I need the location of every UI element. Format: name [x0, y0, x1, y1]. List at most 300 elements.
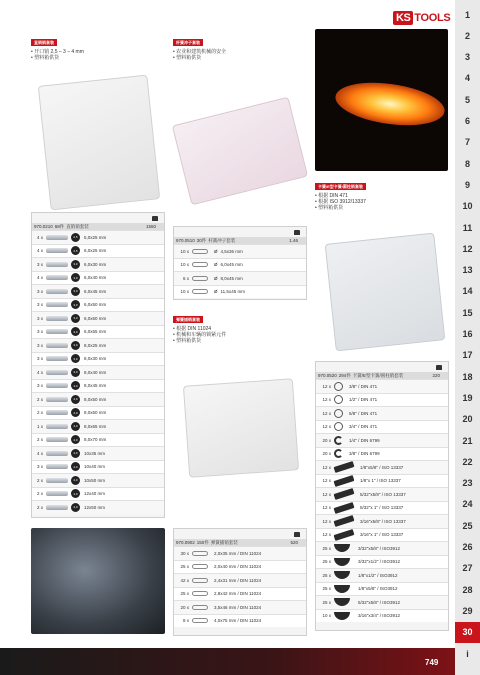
- row-qty: 3 x: [36, 342, 43, 348]
- row-dimension: 1/8"x5/8" / ISO3912: [358, 586, 398, 592]
- row-dimension: 8,0x45 mm: [220, 275, 243, 281]
- table-row: [316, 433, 448, 447]
- tab-chapter-24[interactable]: 24: [462, 499, 473, 510]
- woodruff-key-icon: [334, 598, 350, 606]
- spring-cotter-icon: [192, 618, 208, 623]
- table-row: [316, 406, 448, 420]
- gauge-badge: 4,0: [71, 422, 80, 431]
- table-row: [174, 600, 306, 614]
- table-linch-pins: [173, 226, 307, 300]
- table-row: [174, 285, 306, 299]
- cotter-pin-icon: [46, 302, 68, 307]
- table-row: [32, 230, 164, 244]
- cotter-pin-case-photo: [38, 75, 160, 211]
- chapter-tab-strip: [455, 0, 480, 675]
- cotter-pin-icon: [46, 289, 68, 294]
- table-row: [316, 568, 448, 582]
- cotter-pin-icon: [46, 410, 68, 415]
- cotter-pin-icon: [46, 316, 68, 321]
- cotter-pin-icon: [46, 464, 68, 469]
- tab-chapter-1[interactable]: 1: [464, 9, 470, 20]
- bullet: • 塑料箱供货: [173, 55, 202, 61]
- table-row: [316, 541, 448, 555]
- row-qty: 2 x: [36, 437, 43, 443]
- table-row: [316, 501, 448, 515]
- table-row: [174, 546, 306, 560]
- cotter-pin-icon: [46, 424, 68, 429]
- gauge-badge: 4,0: [71, 381, 80, 390]
- row-qty: 10 x: [180, 289, 189, 295]
- table-row: [32, 257, 164, 271]
- row-dimension: 8,0x60 mm: [84, 410, 107, 416]
- logo-tools: TOOLS: [414, 12, 451, 24]
- bullet: • 根据 DIN 471: [315, 193, 348, 199]
- row-dimension: 6,0x45 mm: [84, 288, 107, 294]
- set-weight: 1.46: [289, 238, 298, 243]
- tab-chapter-7[interactable]: 7: [464, 137, 470, 148]
- row-qty: 3 x: [36, 329, 43, 335]
- section-bullets-linch-pins: [173, 49, 226, 61]
- tab-chapter-25[interactable]: 25: [462, 520, 473, 531]
- glowing-metal: [333, 77, 447, 132]
- section-title-spring-cotters: 弹簧插销套装: [173, 316, 203, 323]
- row-qty: 25 x: [180, 564, 189, 570]
- row-qty: 10 x: [180, 248, 189, 254]
- row-dimension: 5,0x25 mm: [84, 234, 107, 240]
- row-dimension: 3,5x46 mm / DIN 11024: [214, 604, 262, 610]
- cotter-pin-icon: [46, 248, 68, 253]
- pliers-photo: [31, 528, 165, 634]
- gauge-badge: 3,0: [71, 287, 80, 296]
- row-dimension: 3/4" / DIN 471: [349, 424, 378, 430]
- table-row: [174, 258, 306, 272]
- woodruff-key-icon: [334, 544, 350, 552]
- row-dimension: 10x35 mm: [84, 450, 106, 456]
- row-qty: 20 x: [180, 604, 189, 610]
- table-row: [316, 595, 448, 609]
- linch-pin-icon: [192, 289, 208, 294]
- row-qty: 4 x: [36, 369, 43, 375]
- tab-chapter-20[interactable]: 20: [462, 414, 473, 425]
- cotter-pin-icon: [46, 478, 68, 483]
- row-qty: 12 x: [322, 410, 331, 416]
- row-qty: 12 x: [322, 518, 331, 524]
- parallel-key-icon: [334, 529, 355, 541]
- row-dimension: 12x40 mm: [84, 491, 106, 497]
- section-title-circlips: 卡簧/E型卡簧/圆柱销套装: [315, 183, 366, 190]
- article-code: 970.0210: [34, 224, 53, 229]
- table-row: [174, 573, 306, 587]
- row-qty: 2 x: [36, 491, 43, 497]
- row-dimension: 6,0x25 mm: [84, 248, 107, 254]
- weight-header: [316, 362, 448, 372]
- row-qty: 12 x: [322, 478, 331, 484]
- gauge-badge: 4,0: [71, 489, 80, 498]
- row-qty: 3 x: [36, 315, 43, 321]
- cotter-pin-icon: [46, 437, 68, 442]
- diameter-symbol: Ø: [214, 248, 218, 254]
- section-title-linch-pins: 杆簧冲子套装: [173, 39, 203, 46]
- bullet: • 根据 ISO 3912/13337: [315, 199, 366, 205]
- table-circlips: [315, 361, 449, 631]
- gauge-badge: 3,0: [71, 327, 80, 336]
- gauge-badge: 4,0: [71, 503, 80, 512]
- gauge-badge: 3,0: [71, 368, 80, 377]
- table-row: [174, 614, 306, 628]
- row-qty: 10 x: [322, 613, 331, 619]
- tab-chapter-8[interactable]: 8: [464, 158, 470, 169]
- piece-count: 68件: [54, 223, 65, 229]
- spring-cotter-icon: [192, 564, 208, 569]
- row-qty: 4 x: [36, 450, 43, 456]
- piece-count: 150件: [196, 539, 209, 545]
- row-dimension: 6,0x40 mm: [84, 275, 107, 281]
- table-row: [316, 420, 448, 434]
- row-qty: 12 x: [322, 383, 331, 389]
- table-row: [316, 555, 448, 569]
- tab-chapter-i[interactable]: i: [466, 648, 469, 659]
- page-number: 749: [425, 658, 439, 667]
- woodruff-key-icon: [334, 558, 350, 566]
- table-row: [32, 419, 164, 433]
- tab-chapter-4[interactable]: 4: [464, 73, 470, 84]
- row-dimension: 2,8x42 mm / DIN 11024: [214, 591, 262, 597]
- article-code: 970.0520: [318, 373, 337, 378]
- woodruff-key-icon: [334, 585, 350, 593]
- circlip-icon: [334, 395, 343, 404]
- weight-header: [174, 227, 306, 237]
- tab-chapter-21[interactable]: 21: [462, 435, 473, 446]
- diameter-symbol: Ø: [214, 275, 218, 281]
- table-row: [32, 284, 164, 298]
- parallel-key-icon: [334, 502, 355, 514]
- article-code: 970.0902: [176, 540, 195, 545]
- row-dimension: 6,0x45 mm: [220, 262, 243, 268]
- circlip-case-photo: [325, 233, 446, 352]
- cotter-pin-icon: [46, 262, 68, 267]
- table-row: [32, 325, 164, 339]
- row-qty: 10 x: [180, 262, 189, 268]
- cotter-pin-icon: [46, 505, 68, 510]
- tab-chapter-13[interactable]: 13: [462, 265, 473, 276]
- forge-fire-photo: [315, 29, 448, 171]
- row-dimension: 8,0x25 mm: [84, 342, 107, 348]
- row-qty: 25 x: [322, 559, 331, 565]
- diameter-symbol: Ø: [214, 262, 218, 268]
- row-dimension: 6,0x60 mm: [84, 315, 107, 321]
- row-dimension: 6,0x30 mm: [84, 261, 107, 267]
- row-dimension: 6,0x50 mm: [84, 302, 107, 308]
- row-qty: 3 x: [36, 288, 43, 294]
- table-row: [32, 244, 164, 258]
- tab-chapter-28[interactable]: 28: [462, 584, 473, 595]
- gauge-badge: 3,0: [71, 314, 80, 323]
- table-row: [32, 487, 164, 501]
- row-qty: 25 x: [322, 586, 331, 592]
- tab-chapter-15[interactable]: 15: [462, 307, 473, 318]
- row-dimension: 10x40 mm: [84, 464, 106, 470]
- table-cotter-pins: [31, 212, 165, 518]
- row-dimension: 1/8"x 1" / ISO 13337: [360, 478, 401, 484]
- tab-chapter-29[interactable]: 29: [462, 605, 473, 616]
- set-name: 杆簧冲子套装: [208, 237, 236, 243]
- tab-chapter-19[interactable]: 19: [462, 392, 473, 403]
- table-row: [32, 392, 164, 406]
- tab-chapter-23[interactable]: 23: [462, 478, 473, 489]
- row-dimension: 8,0x40 mm: [84, 369, 107, 375]
- table-row: [174, 587, 306, 601]
- table-row: [316, 474, 448, 488]
- bullet: • 塑料箱供货: [173, 338, 202, 344]
- bullet: • 塑料箱供货: [315, 205, 344, 211]
- weight-icon: [152, 216, 158, 221]
- piece-count: 294件: [338, 372, 351, 378]
- table-row: [316, 447, 448, 461]
- row-dimension: 6,0x65 mm: [84, 329, 107, 335]
- parallel-key-icon: [334, 475, 355, 487]
- row-qty: 2 x: [36, 396, 43, 402]
- gauge-badge: 3,0: [71, 300, 80, 309]
- row-dimension: 4,0x75 mm / DIN 11024: [214, 618, 262, 624]
- e-clip-icon: [334, 449, 343, 458]
- weight-icon: [294, 532, 300, 537]
- row-dimension: 4,5x36 mm: [220, 248, 243, 254]
- tab-chapter-27[interactable]: 27: [462, 563, 473, 574]
- tab-chapter-17[interactable]: 17: [462, 350, 473, 361]
- row-qty: 2 x: [36, 477, 43, 483]
- tab-chapter-30[interactable]: 30: [455, 622, 480, 643]
- weight-icon: [294, 230, 300, 235]
- table-row: [316, 514, 448, 528]
- table-row: [32, 365, 164, 379]
- table-row: [32, 311, 164, 325]
- set-name: 直销销套装: [66, 223, 89, 229]
- row-dimension: 8,0x70 mm: [84, 437, 107, 443]
- section-bullets-circlips: [315, 193, 366, 211]
- row-dimension: 1/4" / DIN 6799: [349, 437, 380, 443]
- table-row: [32, 298, 164, 312]
- row-dimension: 12x50 mm: [84, 504, 106, 510]
- row-dimension: 1/2" / DIN 471: [349, 397, 378, 403]
- bullet: • 农业和建筑机械的安全: [173, 49, 227, 55]
- row-dimension: 3/8" / DIN 471: [349, 383, 378, 389]
- table-head: [174, 539, 306, 546]
- linch-pin-icon: [192, 249, 208, 254]
- table-row: [316, 528, 448, 542]
- linch-pin-case-photo: [172, 97, 308, 206]
- tab-chapter-14[interactable]: 14: [462, 286, 473, 297]
- row-dimension: 5/8" / DIN 471: [349, 410, 378, 416]
- section-bullets-cotter-pins: [31, 49, 84, 61]
- weight-header: [174, 529, 306, 539]
- bullet: • 开口销 2,5 – 3 – 4 mm: [31, 49, 84, 55]
- cotter-pin-icon: [46, 343, 68, 348]
- row-dimension: 5/32"x5/8" / ISO 13337: [360, 491, 406, 497]
- cotter-pin-icon: [46, 397, 68, 402]
- row-dimension: 8,0x45 mm: [84, 383, 107, 389]
- tab-chapter-22[interactable]: 22: [462, 456, 473, 467]
- tab-chapter-11[interactable]: 11: [462, 222, 473, 233]
- table-row: [174, 244, 306, 258]
- e-clip-icon: [334, 436, 343, 445]
- row-qty: 25 x: [180, 591, 189, 597]
- woodruff-key-icon: [334, 571, 350, 579]
- row-dimension: 8,0x30 mm: [84, 356, 107, 362]
- row-dimension: 3/16"x 1" / ISO 13337: [360, 532, 404, 538]
- table-row: [316, 379, 448, 393]
- gauge-badge: 4,0: [71, 449, 80, 458]
- cotter-pin-icon: [46, 356, 68, 361]
- gauge-badge: 3,0: [71, 354, 80, 363]
- row-qty: 25 x: [322, 545, 331, 551]
- gauge-badge: 4,0: [71, 408, 80, 417]
- cotter-pin-icon: [46, 383, 68, 388]
- bullet: • 塑料箱供货: [31, 55, 60, 61]
- cotter-pin-icon: [46, 451, 68, 456]
- row-qty: 25 x: [322, 572, 331, 578]
- row-qty: 12 x: [322, 491, 331, 497]
- row-qty: 1 x: [36, 423, 43, 429]
- gauge-badge: 4,0: [71, 435, 80, 444]
- spring-cotter-icon: [192, 578, 208, 583]
- table-row: [32, 379, 164, 393]
- set-name: 卡簧/E型卡簧/圆柱销套装: [352, 372, 404, 378]
- row-qty: 6 x: [182, 275, 189, 281]
- piece-count: 30件: [196, 237, 207, 243]
- row-dimension: 2,0x35 mm / DIN 11024: [214, 550, 262, 556]
- weight-icon: [436, 365, 442, 370]
- gauge-badge: 3,0: [71, 260, 80, 269]
- weight-header: [32, 213, 164, 223]
- set-weight: 520: [290, 540, 298, 545]
- circlip-icon: [334, 382, 343, 391]
- gauge-badge: 3,0: [71, 341, 80, 350]
- set-name: 弹簧插销套装: [210, 539, 238, 545]
- row-qty: 2 x: [36, 504, 43, 510]
- table-row: [316, 487, 448, 501]
- row-qty: 2 x: [36, 410, 43, 416]
- table-head: [174, 237, 306, 244]
- cotter-pin-icon: [46, 370, 68, 375]
- table-row: [316, 393, 448, 407]
- tab-chapter-16[interactable]: 16: [462, 329, 473, 339]
- row-qty: 3 x: [36, 302, 43, 308]
- cotter-pin-icon: [46, 235, 68, 240]
- tab-chapter-12[interactable]: 12: [462, 243, 473, 254]
- row-qty: 12 x: [322, 505, 331, 511]
- parallel-key-icon: [334, 488, 355, 500]
- gauge-badge: 3,0: [71, 273, 80, 282]
- row-qty: 4 x: [36, 234, 43, 240]
- row-qty: 3 x: [36, 261, 43, 267]
- table-row: [316, 582, 448, 596]
- woodruff-key-icon: [334, 612, 350, 620]
- parallel-key-icon: [334, 515, 355, 527]
- spring-cotter-icon: [192, 605, 208, 610]
- row-dimension: 1/8"x5/8" / ISO 13337: [360, 464, 404, 470]
- tab-chapter-9[interactable]: 9: [464, 179, 470, 190]
- row-qty: 8 x: [182, 618, 189, 624]
- cotter-pin-icon: [46, 491, 68, 496]
- row-qty: 12 x: [322, 532, 331, 538]
- bullet: • 根据 DIN 11024: [173, 326, 212, 332]
- tab-chapter-18[interactable]: 18: [462, 371, 473, 382]
- gauge-badge: 4,0: [71, 476, 80, 485]
- tab-chapter-2[interactable]: 2: [464, 30, 470, 41]
- table-spring-cotters: [173, 528, 307, 636]
- gauge-badge: 2,5: [71, 246, 80, 255]
- row-qty: 3 x: [36, 383, 43, 389]
- circlip-icon: [334, 409, 343, 418]
- row-dimension: 3/8" / DIN 6799: [349, 451, 380, 457]
- table-row: [32, 460, 164, 474]
- set-weight: 220: [432, 373, 440, 378]
- tab-chapter-10[interactable]: 10: [462, 201, 473, 212]
- row-dimension: 3/16"x3/4" / ISO3912: [358, 613, 400, 619]
- row-qty: 20 x: [322, 437, 331, 443]
- row-qty: 25 x: [322, 599, 331, 605]
- row-dimension: 11,5x45 mm: [220, 289, 245, 295]
- row-dimension: 3/16"x5/8" / ISO 13337: [360, 518, 406, 524]
- linch-pin-icon: [192, 262, 208, 267]
- cotter-pin-icon: [46, 275, 68, 280]
- spring-cotter-icon: [192, 551, 208, 556]
- tab-chapter-5[interactable]: 5: [464, 94, 470, 105]
- set-weight: 1550: [145, 224, 156, 229]
- ks-tools-logo: [393, 11, 450, 25]
- gauge-badge: 4,0: [71, 395, 80, 404]
- gauge-badge: 2,5: [71, 233, 80, 242]
- tab-chapter-26[interactable]: 26: [462, 542, 473, 552]
- row-dimension: 8,0x50 mm: [84, 396, 107, 402]
- tab-chapter-6[interactable]: 6: [464, 116, 470, 126]
- table-head: [316, 372, 448, 379]
- row-qty: 12 x: [322, 397, 331, 403]
- table-row: [32, 500, 164, 514]
- diameter-symbol: Ø: [214, 289, 218, 295]
- row-qty: 30 x: [180, 550, 189, 556]
- table-row: [32, 433, 164, 447]
- row-dimension: 5/32"x5/8" / ISO3912: [358, 599, 400, 605]
- row-qty: 20 x: [322, 451, 331, 457]
- row-dimension: 2,0x40 mm / DIN 11024: [214, 564, 262, 570]
- table-row: [174, 560, 306, 574]
- row-dimension: 3/32"x5/8" / ISO3912: [358, 545, 400, 551]
- spring-cotter-icon: [192, 591, 208, 596]
- table-row: [32, 406, 164, 420]
- logo-ks: KS: [393, 11, 413, 25]
- row-qty: 4 x: [36, 275, 43, 281]
- bullet: • 机械和车辆的锁紧元件: [173, 332, 227, 338]
- row-qty: 3 x: [36, 464, 43, 470]
- tab-chapter-3[interactable]: 3: [464, 52, 470, 63]
- row-dimension: 2,4x31 mm / DIN 11024: [214, 577, 262, 583]
- row-qty: 12 x: [322, 464, 331, 470]
- table-row: [316, 609, 448, 623]
- row-qty: 42 x: [180, 577, 189, 583]
- table-row: [32, 338, 164, 352]
- spring-cotter-case-photo: [183, 378, 299, 477]
- parallel-key-icon: [334, 461, 355, 473]
- cotter-pin-icon: [46, 329, 68, 334]
- table-row: [32, 271, 164, 285]
- table-row: [32, 473, 164, 487]
- row-dimension: 1/8"x1/2" / ISO3912: [358, 572, 398, 578]
- section-title-cotter-pins: 直销销套装: [31, 39, 57, 46]
- table-row: [316, 460, 448, 474]
- table-head: [32, 223, 164, 230]
- table-row: [174, 271, 306, 285]
